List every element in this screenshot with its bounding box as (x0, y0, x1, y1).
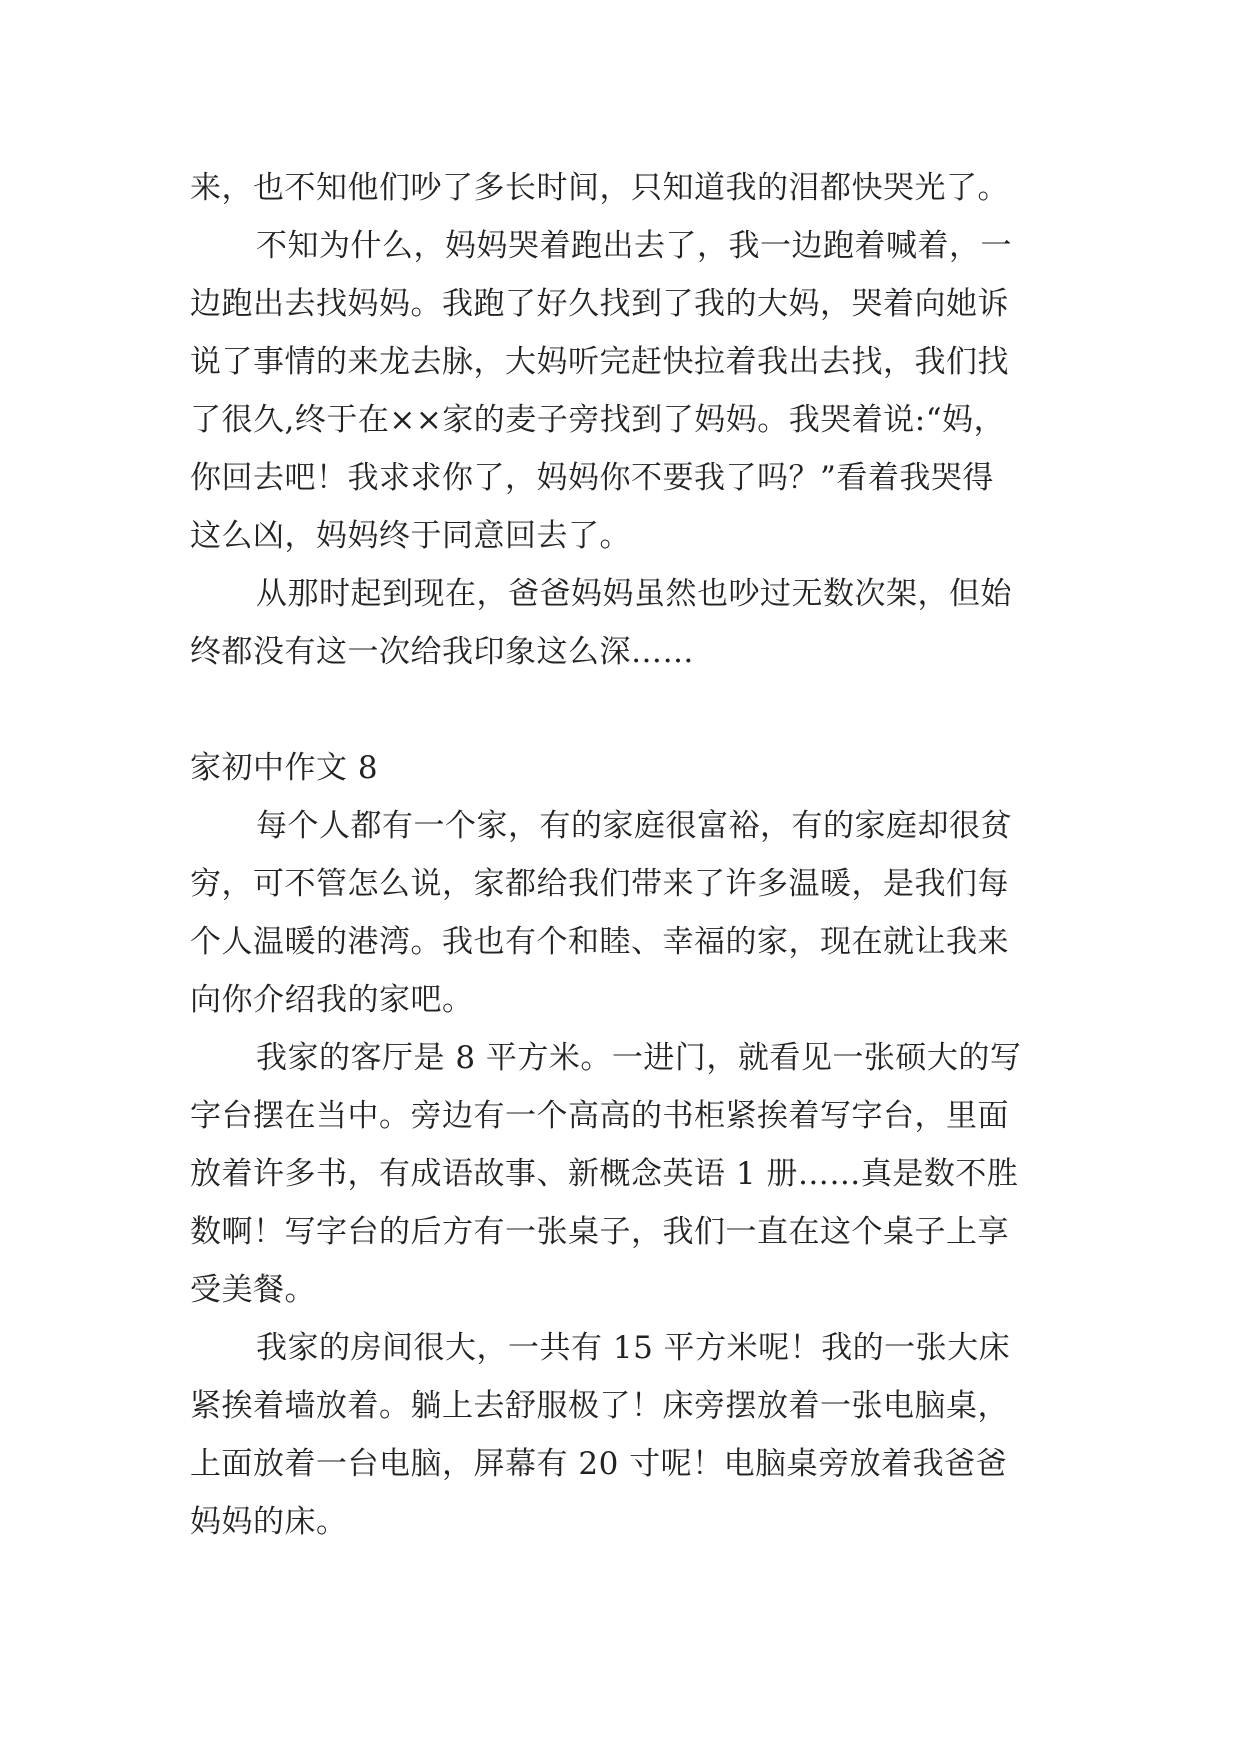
text-line: 说了事情的来龙去脉，大妈听完赶快拉着我出去找，我们找 (190, 344, 1009, 380)
paragraph-start: 从那时起到现在，爸爸妈妈虽然也吵过无数次架，但始 (256, 576, 1012, 612)
text-line: 字台摆在当中。旁边有一个高高的书柜紧挨着写字台，里面 (190, 1098, 1009, 1134)
text-line: 个人温暖的港湾。我也有个和睦、幸福的家，现在就让我来 (190, 924, 1009, 960)
essay-title: 家初中作文 8 (190, 750, 379, 786)
paragraph-start: 我家的客厅是 8 平方米。一进门，就看见一张硕大的写 (256, 1040, 1022, 1076)
text-line: 数啊！写字台的后方有一张桌子，我们一直在这个桌子上享 (190, 1214, 1009, 1250)
text-line: 受美餐。 (190, 1272, 316, 1308)
text-line: 向你介绍我的家吧。 (190, 982, 474, 1018)
paragraph-start: 不知为什么，妈妈哭着跑出去了，我一边跑着喊着，一 (256, 228, 1012, 264)
text-line: 上面放着一台电脑，屏幕有 20 寸呢！电脑桌旁放着我爸爸 (190, 1446, 1008, 1482)
text-line: 放着许多书，有成语故事、新概念英语 1 册……真是数不胜 (190, 1156, 1019, 1192)
text-line: 紧挨着墙放着。躺上去舒服极了！床旁摆放着一张电脑桌， (190, 1388, 1009, 1424)
text-line: 来，也不知他们吵了多长时间，只知道我的泪都快哭光了。 (190, 170, 1009, 206)
text-line: 穷，可不管怎么说，家都给我们带来了许多温暖，是我们每 (190, 866, 1009, 902)
text-line: 了很久,终于在××家的麦子旁找到了妈妈。我哭着说:“妈， (190, 402, 1006, 438)
paragraph-start: 我家的房间很大，一共有 15 平方米呢！我的一张大床 (256, 1330, 1011, 1366)
text-line: 终都没有这一次给我印象这么深…… (190, 634, 694, 670)
paragraph-start: 每个人都有一个家，有的家庭很富裕，有的家庭却很贫 (256, 808, 1012, 844)
text-line: 边跑出去找妈妈。我跑了好久找到了我的大妈，哭着向她诉 (190, 286, 1009, 322)
text-line: 妈妈的床。 (190, 1504, 348, 1540)
text-line: 你回去吧！我求求你了，妈妈你不要我了吗？”看着我哭得 (190, 460, 994, 496)
text-line: 这么凶，妈妈终于同意回去了。 (190, 518, 631, 554)
